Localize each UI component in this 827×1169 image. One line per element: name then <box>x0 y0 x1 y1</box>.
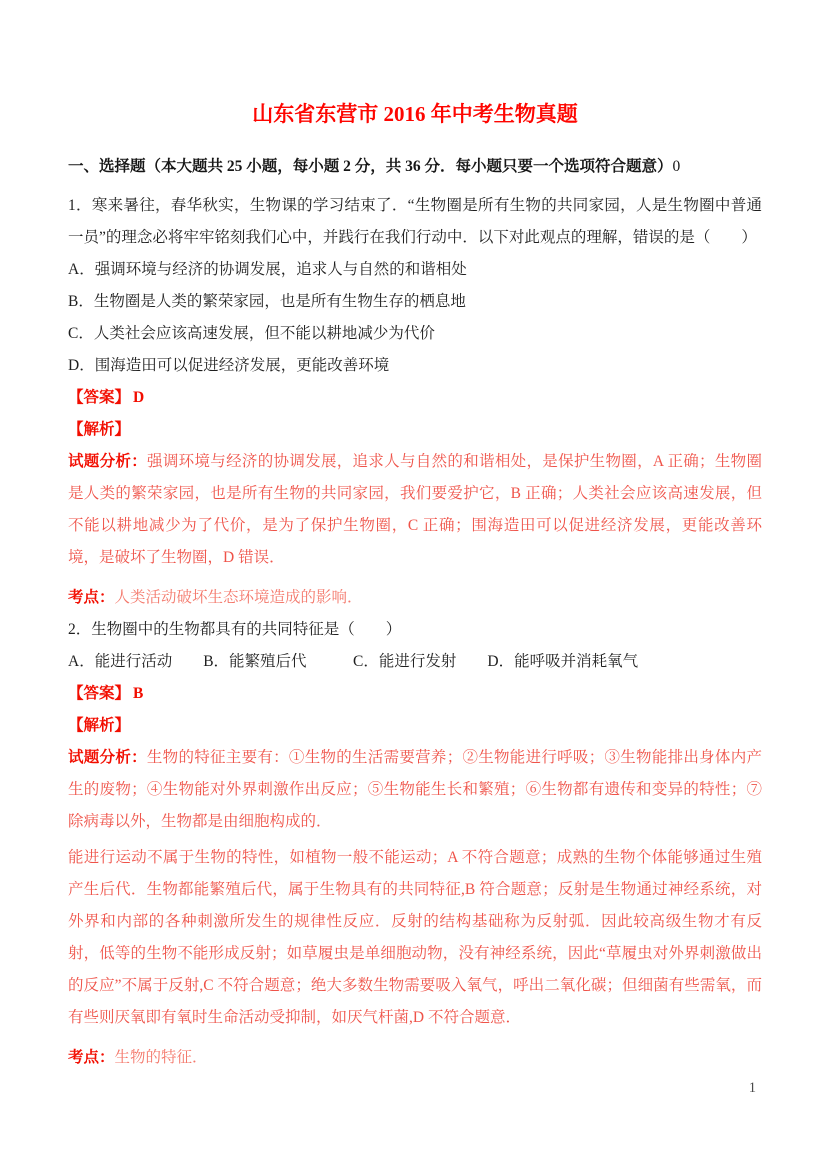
question-2-options-inline: A．能进行活动 B．能繁殖后代 C．能进行发射 D．能呼吸并消耗氧气 <box>68 653 639 670</box>
analysis-lead: 试题分析： <box>68 749 147 766</box>
answer-value: B <box>133 685 144 702</box>
question-2-analysis-paragraph-1 <box>68 742 762 838</box>
analysis-text: 生物的特征主要有：①生物的生活需要营养；②生物能进行呼吸；③生物能排出身体内产生的废物；④生物能对外界刺激作出反应；⑤生物能生长和繁殖；⑥生物都有遗传和变异的特性；⑦除病毒以外，生物都是由细胞构成的． <box>68 749 762 830</box>
page-title: 山东省东营市 2016 年中考生物真题 <box>252 102 578 126</box>
question-2 <box>68 614 762 1074</box>
question-1-option-c: C．人类社会应该高速发展，但不能以耕地减少为代价 <box>68 325 435 342</box>
section-heading-text: 一、选择题（本大题共 25 小题，每小题 2 分，共 36 分．每小题只要一个选项符合题意） <box>68 158 673 175</box>
question-2-topic-line <box>68 1042 762 1074</box>
question-1-option-a: A．强调环境与经济的协调发展，追求人与自然的和谐相处 <box>68 261 467 278</box>
question-2-analysis-heading <box>68 710 762 742</box>
topic-text: 生物的特征． <box>114 1049 208 1066</box>
section-heading-suffix: 0 <box>672 158 681 175</box>
topic-label: 考点： <box>68 589 115 606</box>
question-1-answer-line <box>68 382 762 414</box>
section-heading <box>68 151 762 183</box>
topic-text: 人类活动破坏生态环境造成的影响． <box>114 589 363 606</box>
answer-label: 【答案】 <box>68 685 131 702</box>
analysis-text: 能进行运动不属于生物的特性，如植物一般不能运动；A 不符合题意；成熟的生物个体能够通过生殖产生后代．生物都能繁殖后代，属于生物具有的共同特征,B 符合题意；反射是生物通过神经系统，对外界和内部的各种刺激所发生的规律性反应．反射的结构基础称为反射弧．因此较高级生物才有反射，低等的生物不能形成反射；如草履虫是单细胞动物，没有神经系统，因此“草履虫对外界刺激做出的反应”不属于反射,C 不符合题意；绝大多数生物需要吸入氧气，呼出二氧化碳；但细菌有些需氧，而有些则厌氧即有氧时生命活动受抑制，如厌气杆菌,D 不符合题意． <box>68 849 762 1026</box>
question-1-analysis-heading <box>68 414 762 446</box>
question-1-stem: 1．寒来暑往，春华秋实，生物课的学习结束了．“生物圈是所有生物的共同家园，人是生物圈中普通一员”的理念必将牢牢铭刻我们心中，并践行在我们行动中．以下对此观点的理解，错误的是（ ） <box>68 197 762 246</box>
question-1-analysis-paragraph <box>68 446 762 574</box>
analysis-label: 【解析】 <box>68 717 131 734</box>
answer-label: 【答案】 <box>68 389 131 406</box>
question-2-answer-line <box>68 678 762 710</box>
question-1 <box>68 190 762 614</box>
question-1-topic-line <box>68 582 762 614</box>
question-2-analysis-paragraph-2 <box>68 842 762 1034</box>
analysis-label: 【解析】 <box>68 421 131 438</box>
question-1-option-b: B．生物圈是人类的繁荣家园，也是所有生物生存的栖息地 <box>68 293 466 310</box>
topic-label: 考点： <box>68 1049 115 1066</box>
question-2-stem: 2．生物圈中的生物都具有的共同特征是（ ） <box>68 621 402 638</box>
question-1-option-d: D．围海造田可以促进经济发展，更能改善环境 <box>68 357 390 374</box>
answer-value: D <box>133 389 145 406</box>
analysis-lead: 试题分析： <box>68 453 148 470</box>
analysis-text: 强调环境与经济的协调发展，追求人与自然的和谐相处，是保护生物圈，A 正确；生物圈是人类的繁荣家园，也是所有生物的共同家园，我们要爱护它，B 正确；人类社会应该高速发展，但不能以耕地减少为了代价，是为了保护生物圈，C 正确；围海造田可以促进经济发展，更能改善环境，是破坏了生物圈，D 错误． <box>68 453 762 566</box>
page-number: 1 <box>748 1080 756 1096</box>
